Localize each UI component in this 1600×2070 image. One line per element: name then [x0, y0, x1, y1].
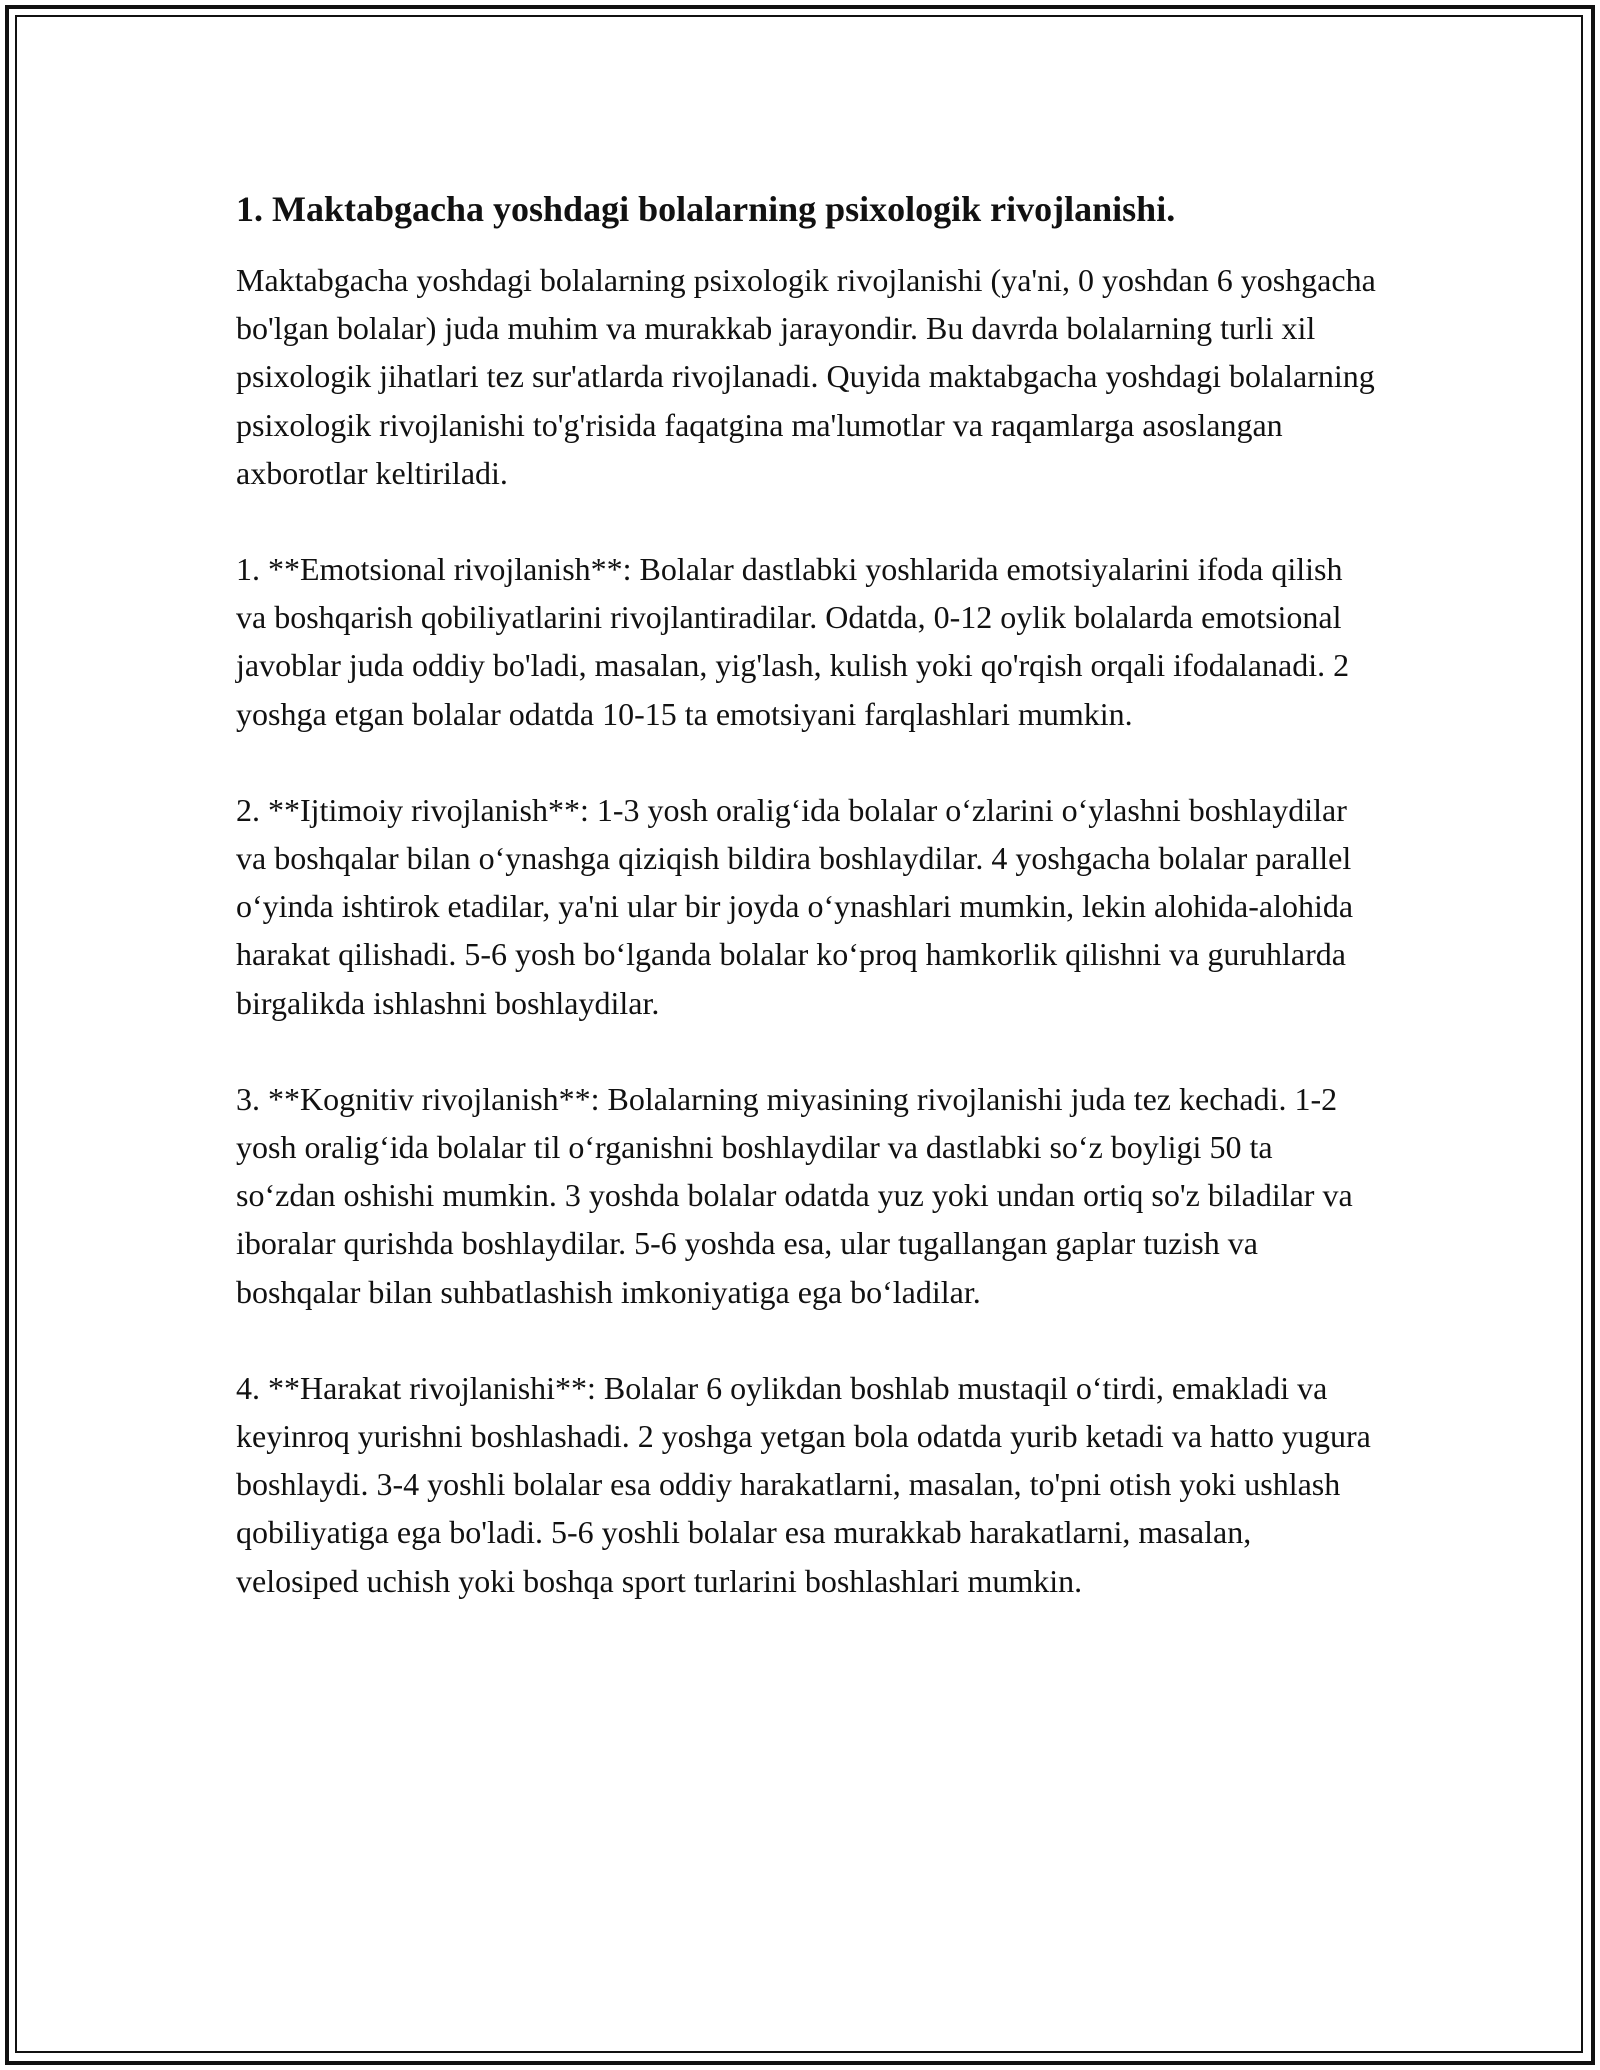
paragraph-emotional-development: 1. **Emotsional rivojlanish**: Bolalar dastlabki yoshlarida emotsiyalarini ifoda qilish va boshqarish qobiliyatlarini rivojlantiradilar. Odatda, 0-12 oylik bolalarda emotsional javoblar juda oddiy bo'ladi, masalan, yig'lash, kulish yoki qo'rqish orqali ifodalanadi. 2 yoshga etgan bolalar odatda 10-15 ta emotsiyani farqlashlari mumkin.	[236, 551, 1350, 732]
document-body	[236, 186, 1376, 1653]
paragraph-motor-development: 4. **Harakat rivojlanishi**: Bolalar 6 oylikdan boshlab mustaqil o‘tirdi, emakladi va keyinroq yurishni boshlashadi. 2 yoshga yetgan bola odatda yurib ketadi va hatto yugura boshlaydi. 3-4 yoshli bolalar esa oddiy harakatlarni, masalan, to'pni otish yoki ushlash qobiliyatiga ega bo'ladi. 5-6 yoshli bolalar esa murakkab harakatlarni, masalan, velosiped uchish yoki boshqa sport turlarini boshlashlari mumkin.	[236, 1369, 1371, 1599]
document-title: 1. Maktabgacha yoshdagi bolalarning psixologik rivojlanishi.	[236, 189, 1176, 229]
intro-paragraph: Maktabgacha yoshdagi bolalarning psixologik rivojlanishi (ya'ni, 0 yoshdan 6 yoshgacha bo'lgan bolalar) juda muhim va murakkab jarayondir. Bu davrda bolalarning turli xil psixologik jihatlari tez sur'atlarda rivojlanadi. Quyida maktabgacha yoshdagi bolalarning psixologik rivojlanishi to'g'risida faqatgina ma'lumotlar va raqamlarga asoslangan axborotlar keltiriladi.	[236, 262, 1376, 491]
paragraph-cognitive-development: 3. **Kognitiv rivojlanish**: Bolalarning miyasining rivojlanishi juda tez kechadi. 1-2 yosh oralig‘ida bolalar til o‘rganishni boshlaydilar va dastlabki so‘z boyligi 50 ta so‘zdan oshishi mumkin. 3 yoshda bolalar odatda yuz yoki undan ortiq so'z biladilar va iboralar qurishda boshlaydilar. 5-6 yoshda esa, ular tugallangan gaplar tuzish va boshqalar bilan suhbatlashish imkoniyatiga ega bo‘ladilar.	[236, 1080, 1353, 1310]
paragraph-social-development: 2. **Ijtimoiy rivojlanish**: 1-3 yosh oralig‘ida bolalar o‘zlarini o‘ylashni boshlaydilar va boshqalar bilan o‘ynashga qiziqish bildira boshlaydilar. 4 yoshgacha bolalar parallel o‘yinda ishtirok etadilar, ya'ni ular bir joyda o‘ynashlari mumkin, lekin alohida-alohida harakat qilishadi. 5-6 yosh bo‘lganda bolalar ko‘proq hamkorlik qilishni va guruhlarda birgalikda ishlashni boshlaydilar.	[236, 791, 1354, 1021]
